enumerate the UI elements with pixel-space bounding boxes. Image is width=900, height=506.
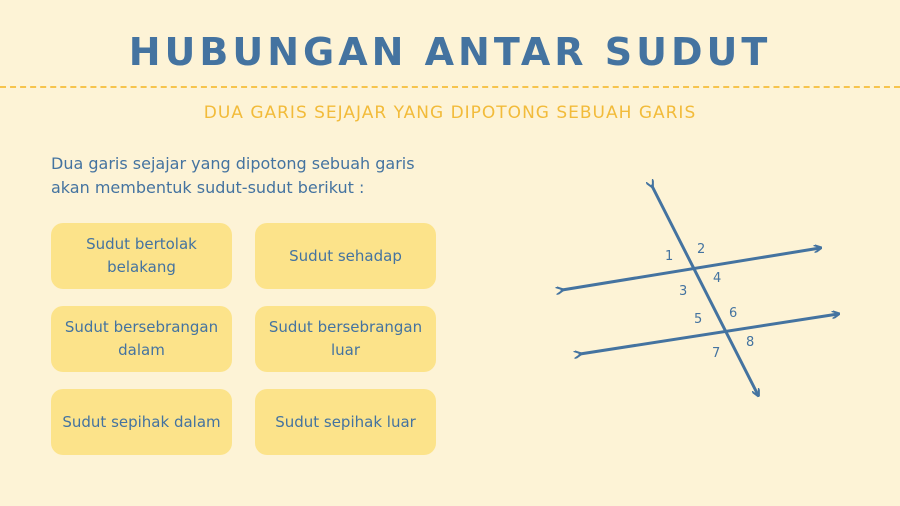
angle-label-4: 4 xyxy=(713,271,722,286)
card-sudut-bertolak-belakang: Sudut bertolak belakang xyxy=(51,223,232,289)
angle-label-2: 2 xyxy=(697,242,706,257)
page-subtitle: DUA GARIS SEJAJAR YANG DIPOTONG SEBUAH GARIS xyxy=(203,103,697,123)
card-sudut-sehadap: Sudut sehadap xyxy=(255,223,436,289)
intro-line-1: Dua garis sejajar yang dipotong sebuah garis xyxy=(51,154,415,173)
page-title: HUBUNGAN ANTAR SUDUT xyxy=(128,30,772,74)
parallel-lines-diagram xyxy=(540,170,860,410)
parallel-line-bottom xyxy=(580,314,838,354)
angle-label-7: 7 xyxy=(712,346,721,361)
card-sudut-bersebrangan-luar: Sudut bersebrangan luar xyxy=(255,306,436,372)
card-sudut-sepihak-luar: Sudut sepihak luar xyxy=(255,389,436,455)
angle-label-1: 1 xyxy=(665,249,674,264)
intro-line-2: akan membentuk sudut-sudut berikut : xyxy=(51,178,365,197)
dashed-divider xyxy=(0,86,900,88)
angle-label-8: 8 xyxy=(746,335,755,350)
angle-label-3: 3 xyxy=(679,284,688,299)
card-sudut-sepihak-dalam: Sudut sepihak dalam xyxy=(51,389,232,455)
angle-label-5: 5 xyxy=(694,312,703,327)
intro-text xyxy=(51,152,471,200)
card-sudut-bersebrangan-dalam: Sudut bersebrangan dalam xyxy=(51,306,232,372)
angle-label-6: 6 xyxy=(729,306,738,321)
transversal-line xyxy=(652,186,758,395)
parallel-line-top xyxy=(562,248,820,290)
